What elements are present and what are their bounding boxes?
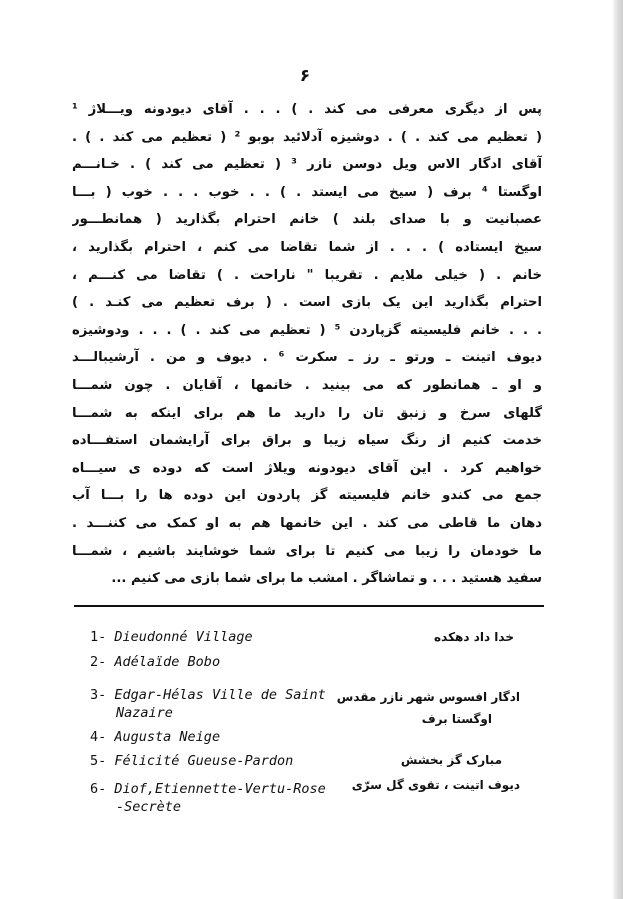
text-line: ما خودمان را زیبا می کنیم تا برای شما خوشایند باشیم ، شمـــا (72, 543, 542, 559)
footnote-latin-continuation: Nazaire (116, 705, 173, 721)
page-edge-shadow (613, 0, 623, 899)
text-line: سفید هستید . . . و تماشاگر . امشب ما برای شما بازی می کنیم ... (111, 571, 542, 587)
text-line: دیوف اتینت ـ ورتو ـ رز ـ سکرت ⁶ . دیوف و من . آرشیبالـــد (72, 350, 542, 366)
text-line: جمع می کندو خانم فلیسیته گز پاردون این دوده ها را بـــا آب (72, 488, 542, 504)
footnote-latin-name: Augusta Neige (114, 729, 221, 745)
text-line: احترام بگذارید این یک بازی است . ( برف تعظیم می کنـد . ) (72, 295, 542, 311)
footnote-persian-name: خدا داد دهکده (434, 630, 514, 644)
footnote-persian-name: اوگستا برف (421, 712, 492, 726)
footnote-latin-name: Edgar-Hélas Ville de Saint (114, 687, 326, 703)
footnote-latin-name: Dieudonné Village (114, 629, 253, 645)
footnote-number: 2- (90, 654, 107, 670)
footnote-persian-name: دیوف اتینت ، تقوی گل سرّی (351, 778, 520, 792)
footnote-divider (74, 605, 544, 607)
text-line: سیخ ایستاده ) . . . از شما تقاضا می کنم ، احترام بگذارید ، (72, 239, 542, 255)
text-line: خدمت کنیم از رنگ سیاه زیبا و براق برای آرایشمان استفـــاده (72, 433, 542, 449)
text-line: دهان ما قاطی می کند . این خانمها هم به او کمک می کننـــد . (72, 515, 542, 531)
text-line: گلهای سرخ و زنبق تان را دارید ما هم برای اینکه به شمـــا (72, 405, 542, 421)
footnote-latin-name: Félicité Gueuse-Pardon (114, 753, 294, 769)
footnote-number: 3- (90, 687, 107, 703)
footnote-3 (90, 686, 520, 728)
footnote-1 (90, 628, 520, 653)
text-line: آقای ادگار الاس ویل دوسن نازر ³ ( تعظیم می کند ) . خـانـــم (72, 157, 542, 173)
text-line: و او ـ همانطور که می بینید . خانمها ، آقایان . چون شمـــا (72, 377, 542, 393)
footnote-persian-name: ادگار افسوس شهر نازر مقدس (336, 690, 520, 704)
text-line: خانم . ( خیلی ملایم . تقریبا " ناراحت . ) تقاضا می کنـــم ، (72, 267, 542, 283)
footnote-number: 1- (90, 629, 107, 645)
footnote-number: 5- (90, 753, 107, 769)
footnote-persian-name: مبارک گز بخشش (400, 753, 502, 767)
footnote-latin-name: Adélaïde Bobo (114, 654, 221, 670)
text-line: عصبانیت و با صدای بلند ) خانم احترام بگذارید ( همانطـــور (72, 212, 542, 228)
footnote-6 (90, 780, 520, 820)
footnote-4 (90, 728, 520, 752)
footnote-number: 6- (90, 781, 107, 797)
footnotes (90, 628, 520, 820)
footnote-number: 4- (90, 729, 107, 745)
footnote-latin-continuation: -Secrète (116, 799, 182, 815)
text-line: خواهیم کرد . این آقای دیودونه ویلاژ است که دوده ی سیـــاه (72, 460, 542, 476)
footnote-2 (90, 653, 520, 686)
text-line: . . . خانم فلیسیته گزپاردن ⁵ ( تعظیم می کند . ) . . . ودوشیزه (72, 322, 542, 338)
body-text (72, 96, 542, 593)
footnote-latin-name: Diof,Etiennette-Vertu-Rose (114, 781, 326, 797)
text-line: ( تعظیم می کند . ) . دوشیزه آدلائید بوبو ² ( تعظیم می کند . ) . (72, 129, 542, 145)
text-line: پس از دیگری معرفی می کند . ) . . . آقای دیودونه ویـــلاژ ¹ (72, 102, 542, 117)
page-number: ۶ (299, 66, 311, 86)
text-line: اوگستا ⁴ برف ( سیخ می ایستد . ) . . خوب . . . خوب ( بـــا (72, 184, 542, 200)
